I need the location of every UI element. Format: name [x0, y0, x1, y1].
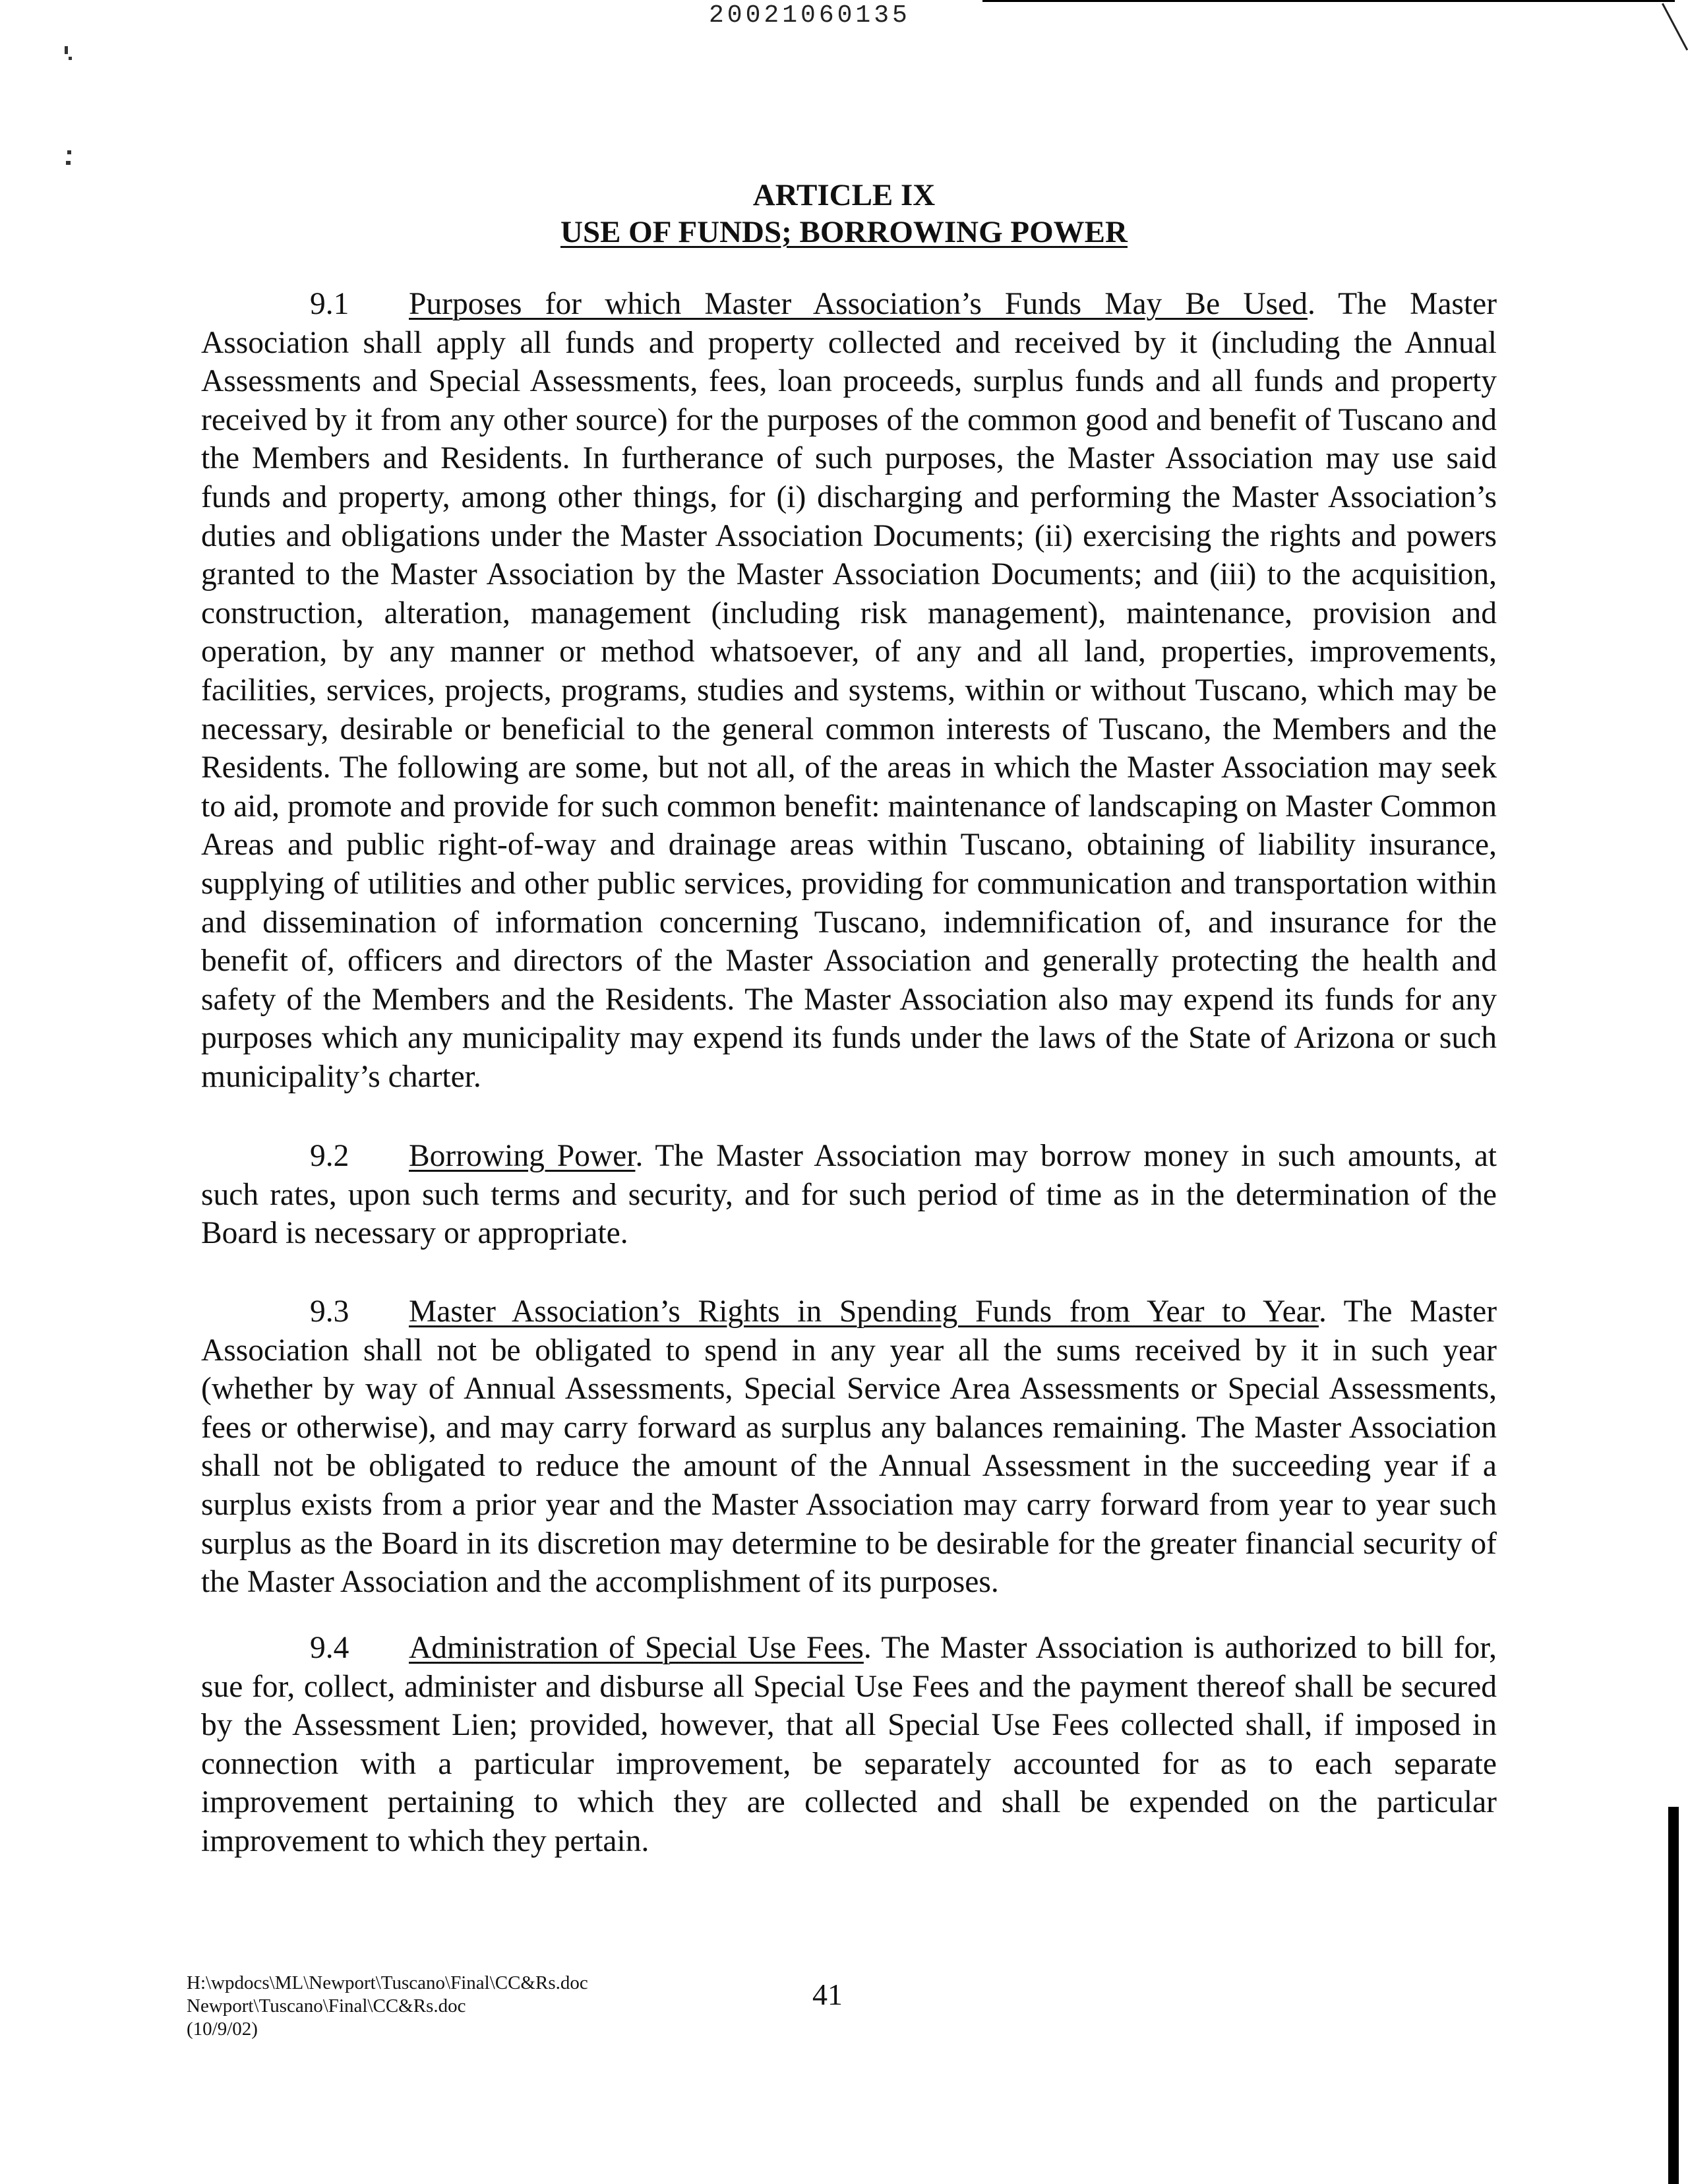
section-body: . The Master Association shall not be obligated to spend in any year all the sums received by it in such year (whether by way of Annual Assessments, Special Service Area Assessments or Special Assessments, fees or otherwise), and may carry forward as surplus any balances remaining. The Master Association shall not be obligated to reduce the amount of the Annual Assessment in the succeeding year if a surplus exists from a prior year and the Master Association may carry forward from year to year such surplus as the Board in its discretion may determine to be desirable for the greater financial security of the Master Association and the accomplishment of its purposes.	[201, 1294, 1497, 1600]
article-title: ARTICLE IX	[752, 178, 936, 212]
section-title: Borrowing Power	[409, 1139, 636, 1173]
scan-speck	[66, 161, 71, 165]
section-number: 9.1	[310, 287, 349, 321]
footer-path-line-2: Newport\Tuscano\Final\CC&Rs.doc	[187, 1995, 466, 2017]
scan-speck	[67, 150, 71, 154]
section-number: 9.4	[310, 1631, 349, 1665]
page-number: 41	[812, 1978, 843, 2011]
section-title: Purposes for which Master Association’s Funds May Be Used	[409, 287, 1308, 321]
top-scan-rule	[982, 0, 1675, 2]
section-number: 9.3	[310, 1294, 349, 1329]
footer-path-line-1: H:\wpdocs\ML\Newport\Tuscano\Final\CC&Rs.doc	[187, 1972, 588, 1993]
corner-scan-mark	[1662, 3, 1688, 51]
section-number: 9.2	[310, 1139, 349, 1173]
section-body: . The Master Association shall apply all funds and property collected and received by it (including the Annual Assessments and Special Assessments, fees, loan proceeds, surplus funds and all funds and property received by it from any other source) for the purposes of the common good and benefit of Tuscano and the Members and Residents. In furtherance of such purposes, the Master Association may use said funds and property, among other things, for (i) discharging and performing the Master Association’s duties and obligations under the Master Association Documents; (ii) exercising the rights and powers granted to the Master Association by the Master Association Documents; and (iii) to the acquisition, construction, alteration, management (including risk management), maintenance, provision and operation, by any manner or method whatsoever, of any and all land, properties, improvements, facilities, services, projects, programs, studies and systems, within or without Tuscano, which may be necessary, desirable or beneficial to the general common interests of Tuscano, the Members and the Residents. The following are some, but not all, of the areas in which the Master Association may seek to aid, promote and provide for such common benefit: maintenance of landscaping on Master Common Areas and public right-of-way and drainage areas within Tuscano, obtaining of liability insurance, supplying of utilities and other public services, providing for communication and transportation within and dissemination of information concerning Tuscano, indemnification of, and insurance for the benefit of, officers and directors of the Master Association and generally protecting the health and safety of the Members and the Residents. The Master Association also may expend its funds for any purposes which any municipality may expend its funds under the laws of the State of Arizona or such municipality’s charter.	[201, 287, 1497, 1094]
article-subtitle: USE OF FUNDS; BORROWING POWER	[560, 215, 1128, 249]
section-9-2	[201, 1137, 1497, 1253]
section-9-4	[201, 1629, 1497, 1861]
footer-file-path	[187, 1972, 588, 2041]
document-number: 20021060135	[709, 1, 911, 30]
section-body: . The Master Association is authorized to bill for, sue for, collect, administer and disburse all Special Use Fees and the payment thereof shall be secured by the Assessment Lien; provided, however, that all Special Use Fees collected shall, if imposed in connection with a particular improvement, be separately accounted for as to each separate improvement pertaining to which they are collected and shall be expended on the particular improvement to which they pertain.	[201, 1631, 1497, 1858]
right-edge-scan-bar	[1668, 1807, 1679, 2184]
section-9-3	[201, 1292, 1497, 1602]
section-title: Master Association’s Rights in Spending Funds from Year to Year	[409, 1294, 1319, 1329]
section-title: Administration of Special Use Fees	[409, 1631, 864, 1665]
section-body: . The Master Association may borrow money in such amounts, at such rates, upon such terms and security, and for such period of time as in the determination of the Board is necessary or appropriate.	[201, 1139, 1497, 1251]
scan-speck	[69, 57, 72, 60]
section-9-1	[201, 285, 1497, 1096]
footer-date: (10/9/02)	[187, 2018, 258, 2040]
scan-speck	[65, 46, 68, 54]
